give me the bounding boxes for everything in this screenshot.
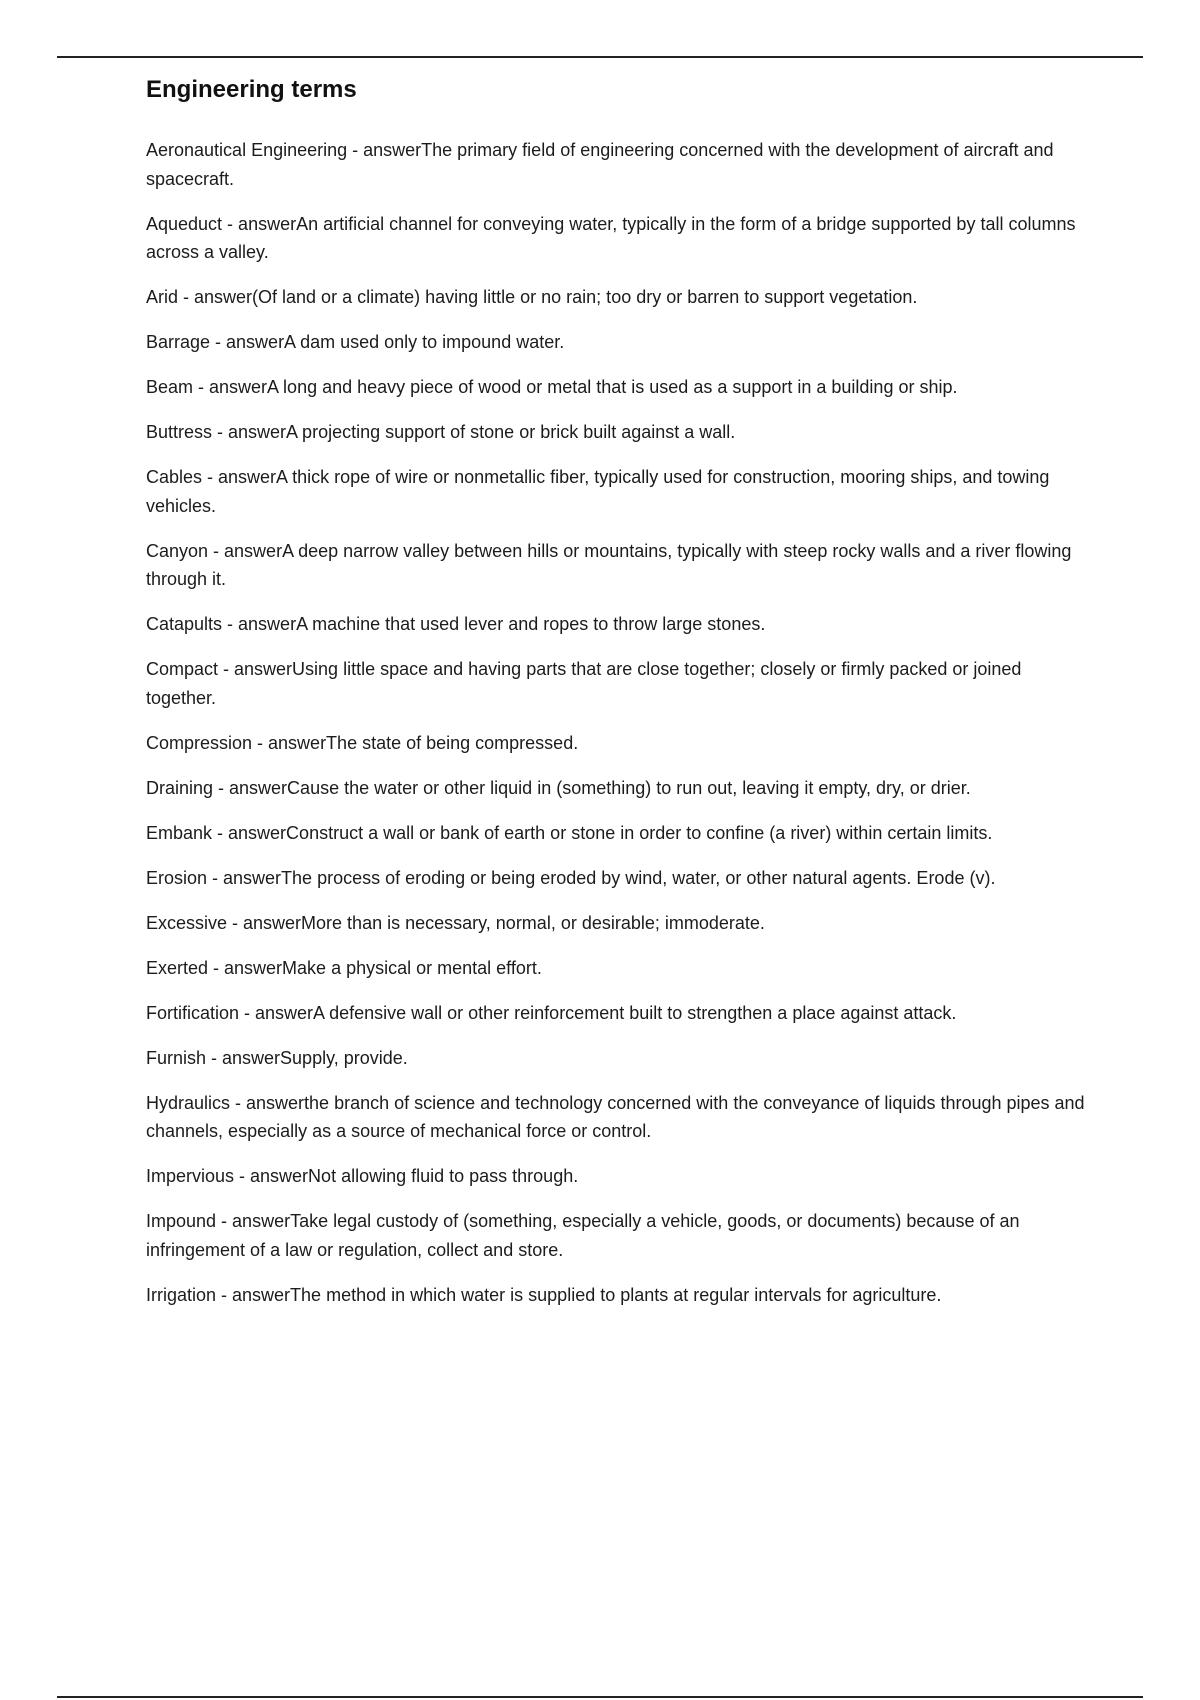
page-title: Engineering terms: [146, 76, 357, 103]
term-entry: Buttress - answerA projecting support of stone or brick built against a wall.: [146, 422, 736, 442]
term-entry: Irrigation - answerThe method in which water is supplied to plants at regular intervals for agriculture.: [146, 1284, 942, 1305]
footer-rule: [57, 1696, 1143, 1698]
document-body: [146, 74, 1086, 1326]
term-entry: Erosion - answerThe process of eroding or being eroded by wind, water, or other natural agents. Erode (v).: [146, 867, 996, 888]
term-entry: Arid - answer(Of land or a climate) having little or no rain; too dry or barren to support vegetation.: [146, 287, 918, 307]
term-entry: Furnish - answerSupply, provide.: [146, 1047, 408, 1068]
term-entry: Impound - answerTake legal custody of (something, especially a vehicle, goods, or documents) because of an infringement of a law or regulation, collect and store.: [146, 1211, 1020, 1260]
term-entry: Aqueduct - answerAn artificial channel for conveying water, typically in the form of a bridge supported by tall columns across a valley.: [146, 213, 1076, 262]
term-entry: Draining - answerCause the water or other liquid in (something) to run out, leaving it empty, dry, or drier.: [146, 777, 971, 798]
term-entry: Beam - answerA long and heavy piece of wood or metal that is used as a support in a building or ship.: [146, 377, 958, 397]
term-entry: Compact - answerUsing little space and having parts that are close together; closely or firmly packed or joined together.: [146, 659, 1022, 708]
term-entry: Embank - answerConstruct a wall or bank of earth or stone in order to confine (a river) within certain limits.: [146, 822, 993, 843]
term-entry: Fortification - answerA defensive wall or other reinforcement built to strengthen a place against attack.: [146, 1002, 957, 1023]
term-entry: Barrage - answerA dam used only to impound water.: [146, 332, 565, 352]
term-list: [146, 136, 1086, 1309]
term-entry: Canyon - answerA deep narrow valley between hills or mountains, typically with steep rocky walls and a river flowing through it.: [146, 540, 1072, 589]
term-entry: Excessive - answerMore than is necessary, normal, or desirable; immoderate.: [146, 912, 765, 933]
term-entry: Cables - answerA thick rope of wire or nonmetallic fiber, typically used for construction, mooring ships, and towing vehicles.: [146, 467, 1050, 516]
term-entry: Aeronautical Engineering - answerThe primary field of engineering concerned with the development of aircraft and spacecraft.: [146, 140, 1054, 189]
term-entry: Hydraulics - answerthe branch of science and technology concerned with the conveyance of liquids through pipes and channels, especially as a source of mechanical force or control.: [146, 1092, 1085, 1141]
term-entry: Exerted - answerMake a physical or mental effort.: [146, 957, 542, 978]
header-rule: [57, 56, 1143, 58]
term-entry: Compression - answerThe state of being compressed.: [146, 732, 579, 753]
term-entry: Impervious - answerNot allowing fluid to pass through.: [146, 1166, 579, 1186]
term-entry: Catapults - answerA machine that used lever and ropes to throw large stones.: [146, 614, 766, 634]
